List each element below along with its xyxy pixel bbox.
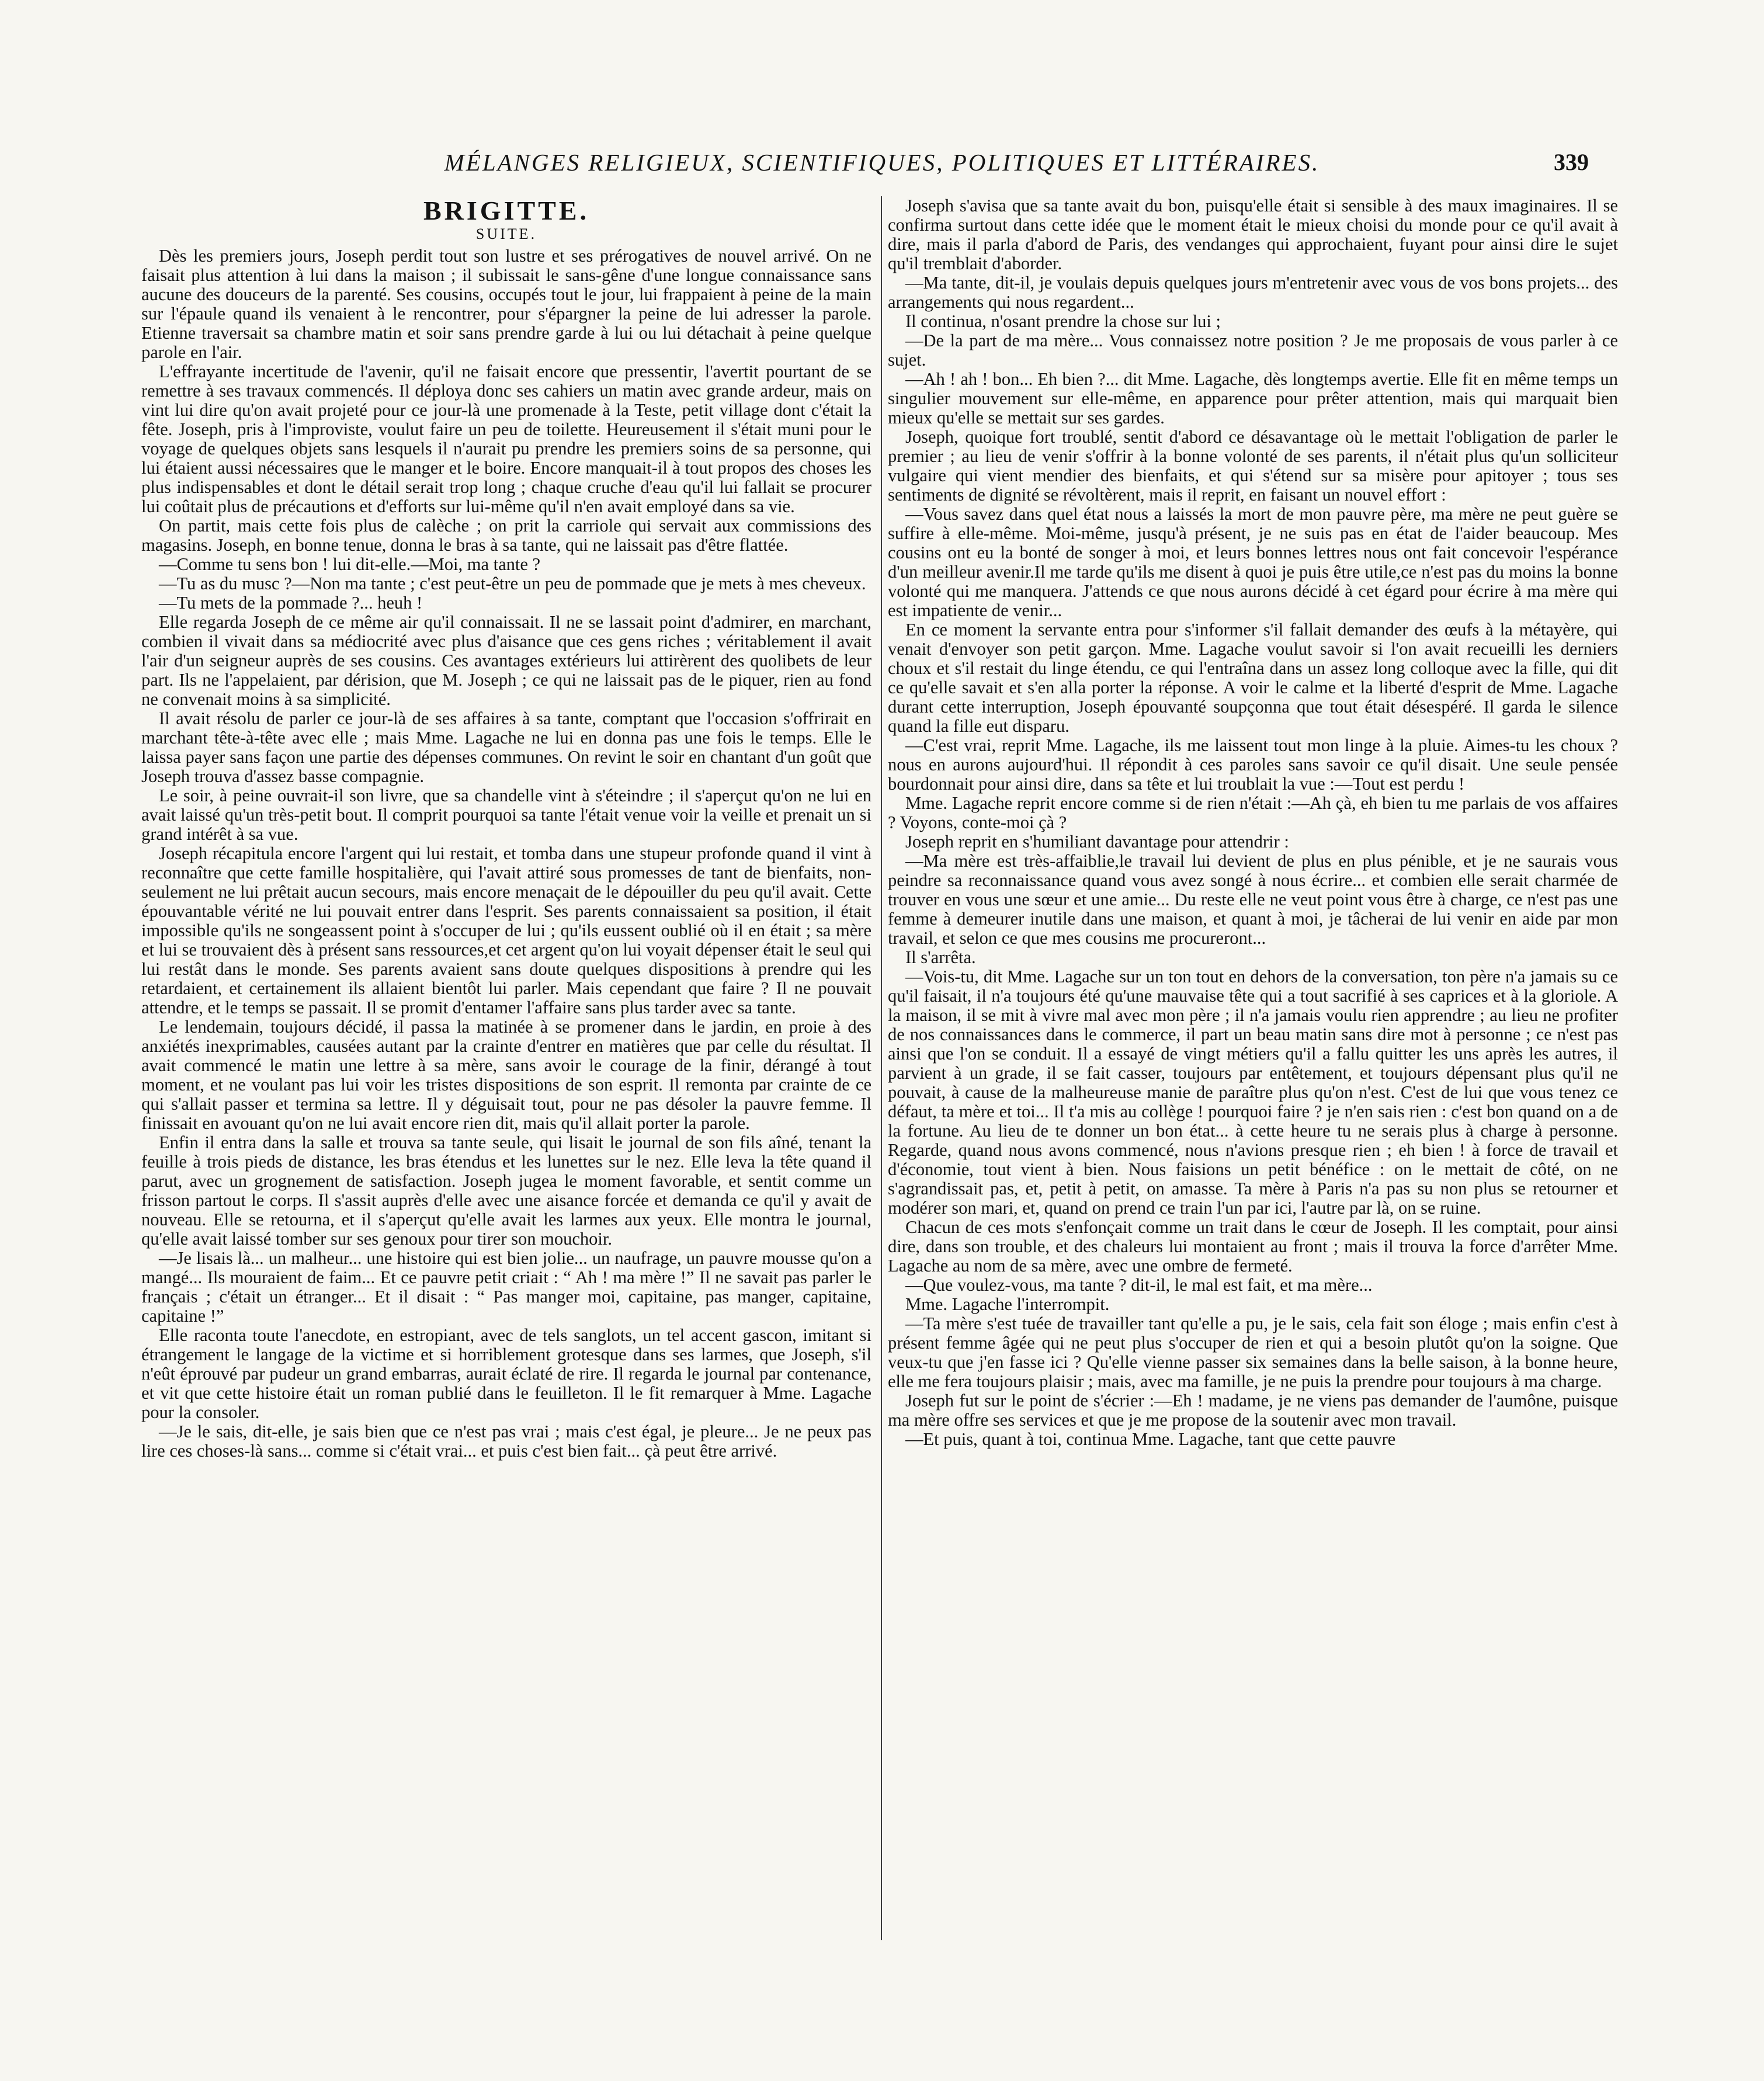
paragraph: —Tu as du musc ?—Non ma tante ; c'est peut-être un peu de pommade que je mets à mes cheveux. [159,574,866,593]
paragraph: —Comme tu sens bon ! lui dit-elle.—Moi, ma tante ? [159,554,541,574]
paragraph: Dès les premiers jours, Joseph perdit tout son lustre et ses prérogatives de nouvel arrivé. On ne faisait plus attention à lui dans la maison ; il subissait le sans-gêne d'une longue connaissance sans aucune des douceurs de la parenté. Ses cousins, occupés tout le jour, lui frappaient à peine de la main sur l'épaule quand ils venaient à le rencontrer, pour s'épargner la peine de lui adresser la parole. Etienne traversait sa chambre matin et soir sans prendre garde à lui ou lui détachait à peine quelque parole en l'air. [141,246,871,362]
paragraph: On partit, mais cette fois plus de calèche ; on prit la carriole qui servait aux commissions des magasins. Joseph, en bonne tenue, donna le bras à sa tante, qui ne laissait pas d'être flattée. [141,516,871,555]
left-column [141,196,871,1461]
paragraph: En ce moment la servante entra pour s'informer s'il fallait demander des œufs à la métayère, qui venait d'envoyer son petit garçon. Mme. Lagache voulut savoir si l'on avait recueilli les derniers choux et s'il restait du linge étendu, ce qui l'entraîna dans un assez long colloque avec la fille, qui dit ce qu'elle savait et s'en alla porter la réponse. A voir le calme et la liberté d'esprit de Mme. Lagache durant cette interruption, Joseph épouvanté soupçonna que tout était désespéré. Il garda le silence quand la fille eut disparu. [888,620,1618,736]
paragraph: —Tu mets de la pommade ?... heuh ! [159,593,423,613]
paragraph: —Ta mère s'est tuée de travailler tant qu'elle a pu, je le sais, cela fait son éloge ; mais enfin c'est à présent femme âgée qui ne peut plus s'occuper de rien et qui a besoin plutôt qu'on la soigne. Que veux-tu que j'en fasse ici ? Qu'elle vienne passer six semaines dans la belle saison, à la bonne heure, elle me fera toujours plaisir ; mais, avec ma famille, je ne puis la prendre pour toujours à ma charge. [888,1314,1618,1391]
paragraph: —C'est vrai, reprit Mme. Lagache, ils me laissent tout mon linge à la pluie. Aimes-tu les choux ? nous en aurons aujourd'hui. Il répondit à ces paroles sans savoir ce qu'il disait. Une seule pensée bourdonnait pour ainsi dire, dans sa tête et lui troublait la vue :—Tout est perdu ! [888,735,1618,794]
paragraph: Le soir, à peine ouvrait-il son livre, que sa chandelle vint à s'éteindre ; il s'aperçut qu'on ne lui en avait laissé qu'un très-petit bout. Il comprit pourquoi sa tante l'était venue voir la veille et prenait un si grand intérêt à sa vue. [141,786,871,844]
paragraph: —Que voulez-vous, ma tante ? dit-il, le mal est fait, et ma mère... [905,1275,1373,1295]
article-subtitle: SUITE. [475,225,537,242]
paragraph: —Ma tante, dit-il, je voulais depuis quelques jours m'entretenir avec vous de vos bons projets... des arrangements qui nous regardent... [888,273,1618,312]
paragraph: —De la part de ma mère... Vous connaissez notre position ? Je me proposais de vous parler à ce sujet. [888,331,1618,370]
page-number: 339 [1554,149,1589,175]
paragraph: Joseph récapitula encore l'argent qui lui restait, et tomba dans une stupeur profonde quand il vint à reconnaître que cette famille hospitalière, qui l'avait attiré sous promesses de tant de bienfaits, non-seulement ne lui prêtait aucun secours, mais encore menaçait de le dépouiller du peu qu'il avait. Cette épouvantable vérité ne lui pouvait entrer dans l'esprit. Ses parents connaissaient sa position, il était impossible qu'ils ne songeassent point à s'occuper de lui ; qu'ils eussent oublié où il en était ; sa mère et lui se trouvaient dès à présent sans ressources,et cet argent qu'on lui voyait dépenser était le seul qui lui restât dans le monde. Ses parents avaient sans doute quelques dispositions à prendre qui les retardaient, et certainement ils allaient bientôt lui parler. Mais cependant que faire ? Il ne pouvait attendre, et le temps se passait. Il se promit d'entamer l'affaire sans plus tarder avec sa tante. [141,843,871,1017]
paragraph: —Vois-tu, dit Mme. Lagache sur un ton tout en dehors de la conversation, ton père n'a jamais su ce qu'il faisait, il n'a toujours été qu'une mauvaise tête qui a tout sacrifié à ses caprices et à la gloriole. A la maison, il se mit à vivre mal avec mon père ; il n'a jamais voulu rien apprendre ; au lieu ne profiter de nos connaissances dans le commerce, il part un beau matin sans dire mot à personne ; ce n'est pas ainsi que l'on se conduit. Il a essayé de vingt métiers qu'il a fallu quitter les uns après les autres, il parvient à un grade, il se fait casser, toujours par entêtement, et toujours dépensant plus qu'il ne pouvait, à cause de la malheureuse manie de paraître plus qu'on n'est. C'est de lui que vous tenez ce défaut, ta mère et toi... Il t'a mis au collège ! pourquoi faire ? je n'en sais rien : c'est bon quand on a de la fortune. Au lieu de te donner un bon état... à cette heure tu ne serais plus à charge à personne. Regarde, quand nous avons commencé, nous n'avions presque rien ; eh bien ! à force de travail et d'économie, tout vient à bien. Nous faisions un petit bénéfice : on le mettait de côté, on ne s'agrandissait pas, et, petit à petit, on amasse. Ta mère à Paris n'a pas su non plus se retourner et modérer son mari, et, quand on prend ce train l'un par ici, l'autre par là, on se ruine. [888,967,1618,1218]
paragraph: Il avait résolu de parler ce jour-là de ses affaires à sa tante, comptant que l'occasion s'offrirait en marchant tête-à-tête avec elle ; mais Mme. Lagache ne lui en donna pas une fois le temps. Elle le laissa payer sans façon une partie des dépenses communes. On revint le soir en chantant d'un goût que Joseph trouva d'assez basse compagnie. [141,708,871,786]
paragraph: —Et puis, quant à toi, continua Mme. Lagache, tant que cette pauvre [905,1429,1396,1449]
paragraph: Enfin il entra dans la salle et trouva sa tante seule, qui lisait le journal de son fils aîné, tenant la feuille à trois pieds de distance, les bras étendus et les lunettes sur le nez. Elle leva la tête quand il parut, avec un grognement de satisfaction. Joseph jugea le moment favorable, et sentit comme un frisson partout le corps. Il s'assit auprès d'elle avec une aisance forcée et demanda ce qu'il y avait de nouveau. Elle se retourna, et il s'aperçut qu'elle avait les larmes aux yeux. Elle montra le journal, qu'elle avait laissé tomber sur ses genoux pour tirer son mouchoir. [141,1132,871,1249]
article-heading [141,196,871,243]
paragraph: —Je lisais là... un malheur... une histoire qui est bien jolie... un naufrage, un pauvre mousse qu'on a mangé... Ils mouraient de faim... Et ce pauvre petit criait : “ Ah ! ma mère !” Il ne savait pas parler le français ; c'était un étranger... Et il disait : “ Pas manger moi, capitaine, pas manger, capitaine, capitaine !” [141,1248,871,1326]
paragraph: Elle raconta toute l'anecdote, en estropiant, avec de tels sanglots, un tel accent gascon, imitant si étrangement le langage de la victime et si horriblement grotesque dans ses larmes, que Joseph, s'il n'eût éprouvé par pudeur un grand embarras, aurait éclaté de rire. Il regarda le journal par contenance, et vit que cette histoire était un roman publié dans le feuilleton. Il le fit remarquer à Mme. Lagache pour la consoler. [141,1325,871,1422]
paragraph: Il continua, n'osant prendre la chose sur lui ; [905,311,1221,331]
paragraph: —Ma mère est très-affaiblie,le travail lui devient de plus en plus pénible, et je ne saurais vous peindre sa reconnaissance quand vous avez songé à nous écrire... et combien elle serait charmée de trouver en vous une sœur et une amie... Du reste elle ne veut point vous être à charge, ce n'est pas une femme à demeurer inutile dans une maison, et quant à moi, je tâcherai de lui venir en aide par mon travail, et selon ce que mes cousins me procureront... [888,851,1618,948]
paragraph: —Vous savez dans quel état nous a laissés la mort de mon pauvre père, ma mère ne peut guère se suffire à elle-même. Moi-même, jusqu'à présent, je ne suis pas en état de l'aider beaucoup. Mes cousins ont eu la bonté de songer à moi, et leurs bonnes lettres nous ont fait concevoir l'espérance d'un meilleur avenir.Il me tarde qu'ils me disent à quoi je puis être utile,ce n'est pas du moins la bonne volonté qui me manquera. J'attends ce que nous aurons décidé à cet égard pour écrire à ma mère qui est impatiente de venir... [888,504,1618,620]
paragraph: —Ah ! ah ! bon... Eh bien ?... dit Mme. Lagache, dès longtemps avertie. Elle fit en même temps un singulier mouvement sur elle-même, en apparence pour prêter attention, mais qui marquait bien mieux qu'elle se mettait sur ses gardes. [888,369,1618,428]
paragraph: Elle regarda Joseph de ce même air qu'il connaissait. Il ne se lassait point d'admirer, en marchant, combien il vivait dans sa médiocrité avec plus d'aisance que ces gens riches ; véritablement il avait l'air d'un seigneur auprès de ses cousins. Ces avantages extérieurs lui attirèrent des quolibets de leur part. Ils ne l'appelaient, par dérision, que M. Joseph ; ce qui ne laissait pas de le piquer, rien au fond ne convenait moins à sa simplicité. [141,612,871,709]
paragraph: Joseph, quoique fort troublé, sentit d'abord ce désavantage où le mettait l'obligation de parler le premier ; au lieu de venir s'offrir à la bonne volonté de ses parents, il n'était plus qu'un solliciteur vulgaire qui vient mendier des bienfaits, et qui s'étend sur sa misère pour apitoyer ; tous ses sentiments de dignité se révoltèrent, mais il reprit, en faisant un nouvel effort : [888,427,1618,505]
paragraph: Mme. Lagache reprit encore comme si de rien n'était :—Ah çà, eh bien tu me parlais de vos affaires ? Voyons, conte-moi çà ? [888,793,1618,832]
column-divider [881,196,882,1940]
paragraph: Mme. Lagache l'interrompit. [905,1294,1110,1314]
running-head: MÉLANGES RELIGIEUX, SCIENTIFIQUES, POLITIQUES ET LITTÉRAIRES. [444,149,1320,176]
paragraph: Il s'arrêta. [905,947,976,967]
paragraph: —Je le sais, dit-elle, je sais bien que ce n'est pas vrai ; mais c'est égal, je pleure... Je ne peux pas lire ces choses-là sans... comme si c'était vrai... et puis c'est bien fait... çà peut être arrivé. [141,1422,871,1461]
paragraph: Joseph reprit en s'humiliant davantage pour attendrir : [905,832,1289,852]
paragraph: Joseph s'avisa que sa tante avait du bon, puisqu'elle était si sensible à des maux imaginaires. Il se confirma surtout dans cette idée que le moment était le mieux choisi du monde pour ce qu'il avait à dire, mais il parla d'abord de Paris, des vendanges qui approchaient, fuyant pour ainsi dire le sujet qu'il tremblait d'aborder. [888,196,1618,273]
paragraph: Joseph fut sur le point de s'écrier :—Eh ! madame, je ne viens pas demander de l'aumône, puisque ma mère offre ses services et que je me propose de la soutenir avec mon travail. [888,1391,1618,1430]
right-column [888,196,1618,1449]
paragraph: Chacun de ces mots s'enfonçait comme un trait dans le cœur de Joseph. Il les comptait, pour ainsi dire, dans son trouble, et des chaleurs lui montaient au front ; mais il trouva la force d'arrêter Mme. Lagache au nom de sa mère, avec une ombre de fermeté. [888,1217,1618,1276]
paragraph: L'effrayante incertitude de l'avenir, qu'il ne faisait encore que pressentir, l'avertit pourtant de se remettre à ses travaux commencés. Il déploya donc ses cahiers un matin avec grande ardeur, mais on vint lui dire qu'on avait projeté pour ce jour-là une promenade à la Teste, petit village dont c'était la fête. Joseph, pris à l'improviste, voulut faire un peu de toilette. Heureusement il s'était muni pour le voyage de quelques objets sans lesquels il n'aurait pu prendre les premiers soins de sa personne, qui lui étaient aussi nécessaires que le manger et le boire. Encore manquait-il à tout propos des choses les plus indispensables et dont le détail serait trop long ; chaque cruche d'eau qu'il lui fallait se procurer lui coûtait plus de précautions et d'efforts sur lui-même qu'il n'en avait employé dans sa vie. [141,362,871,516]
article-title: BRIGITTE. [423,196,590,225]
paragraph: Le lendemain, toujours décidé, il passa la matinée à se promener dans le jardin, en proie à des anxiétés inexprimables, causées autant par la crainte d'entrer en matières que par celle du résultat. Il avait commencé le matin une lettre à sa mère, sans avoir le courage de la finir, dérangé à tout moment, et ne voulant pas lui voir les tristes dispositions de son esprit. Il remonta par crainte de ce qui s'allait passer et termina sa lettre. Il y déguisait tout, pour ne pas désoler la pauvre femme. Il finissait en avouant qu'on ne lui avait encore rien dit, mais qu'il allait porter la parole. [141,1017,871,1133]
